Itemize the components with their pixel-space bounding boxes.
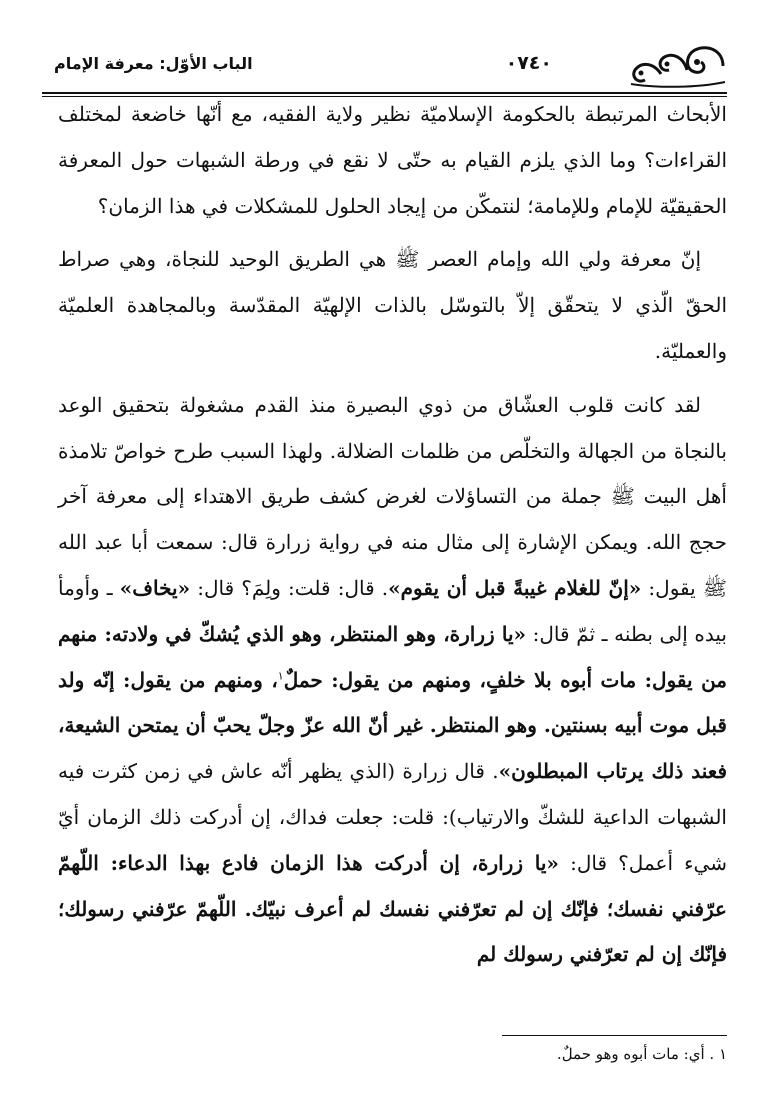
body-text — [58, 92, 727, 978]
text-run: . قال: قلت: ولِمَ؟ قال: — [190, 575, 389, 600]
chapter-title: الباب الأوّل: معرفة الإمام — [54, 54, 253, 73]
text-run: . قال زرارة (الذي يظهر أنّه عاش في زمن كثرت فيه الشبهات الداعية للشكّ والارتياب): قلت: جعلت فداك، إن أدركت ذلك الزمان أيّ شيء أعمل؟ قال: — [58, 759, 727, 875]
page-number: ٠٧٤٠ — [505, 52, 552, 74]
footnote-divider — [502, 1035, 727, 1036]
quote-run: «يا زرارة، إن أدركت هذا الزمان فادع بهذا الدعاء: اللّهمّ عرّفني نفسك؛ فإنّك إن لم تعرّفني نفسك لم أعرف نبيّك. اللّهمّ عرّفني رسولك؛ فإنّك إن لم تعرّفني رسولك لم — [58, 850, 727, 967]
page-header — [42, 40, 727, 100]
ornament-icon — [627, 40, 727, 90]
quote-run: «يخاف» — [119, 575, 191, 600]
text-run: ـ وأومأ بيده إلى بطنه ـ ثمّ قال: — [58, 575, 727, 646]
text-run: إنّ معرفة ولي الله وإمام العصر ﷺ هي الطريق الوحيد للنجاة، وهي صراط الحقّ الّذي لا يتحقّق إلاّ بالتوسّل بالذات الإلهيّة المقدّسة وبالمجاهدة العلميّة والعمليّة. — [58, 247, 727, 363]
quote-run: ، ومنهم من يقول: إنّه ولد قبل موت أبيه بسنتين. وهو المنتظر. غير أنّ الله عزّ وجلّ يحبّ أن يمتحن الشيعة، فعند ذلك يرتاب المبطلون» — [58, 667, 727, 784]
footnote-text: . أي: مات أبوه وهو حملٌ. — [556, 1045, 715, 1063]
footnote — [58, 1042, 727, 1066]
text-run: لقد كانت قلوب العشّاق من ذوي البصيرة منذ القدم مشغولة بتحقيق الوعد بالنجاة من الجهالة والتخلّص من ظلمات الضلالة. ولهذا السبب طرح خواصّ تلامذة أهل البيت ﷺ جملة من التساؤلات لغرض كشف طريق الاهتداء إلى معرفة آخر حجج الله. ويمكن الإشارة إلى مثال منه في رواية زرارة قال: سمعت أبا عبد الله ﷺ يقول: — [58, 392, 727, 600]
footnote-reference[interactable]: ١ — [277, 668, 284, 682]
footnote-number: ١ — [718, 1045, 727, 1063]
quote-run: «إنّ للغلام غيبةً قبل أن يقوم» — [388, 575, 642, 600]
paragraph — [58, 237, 727, 374]
text-run: الأبحاث المرتبطة بالحكومة الإسلاميّة نظير ولاية الفقيه، مع أنّها خاضعة لمختلف القراءات؟ وما الذي يلزم القيام به حتّى لا نقع في ورطة الشبهات حول المعرفة الحقيقيّة للإمام وللإمامة؛ لنتمكّن من إيجاد الحلول للمشكلات في هذا الزمان؟ — [58, 102, 727, 218]
paragraph — [58, 92, 727, 229]
paragraph — [58, 383, 727, 978]
quote-run: «يا زرارة، وهو المنتظر، وهو الذي يُشكّ في ولادته: منهم من يقول: مات أبوه بلا خلفٍ، ومنهم من يقول: حملٌ — [58, 621, 728, 692]
